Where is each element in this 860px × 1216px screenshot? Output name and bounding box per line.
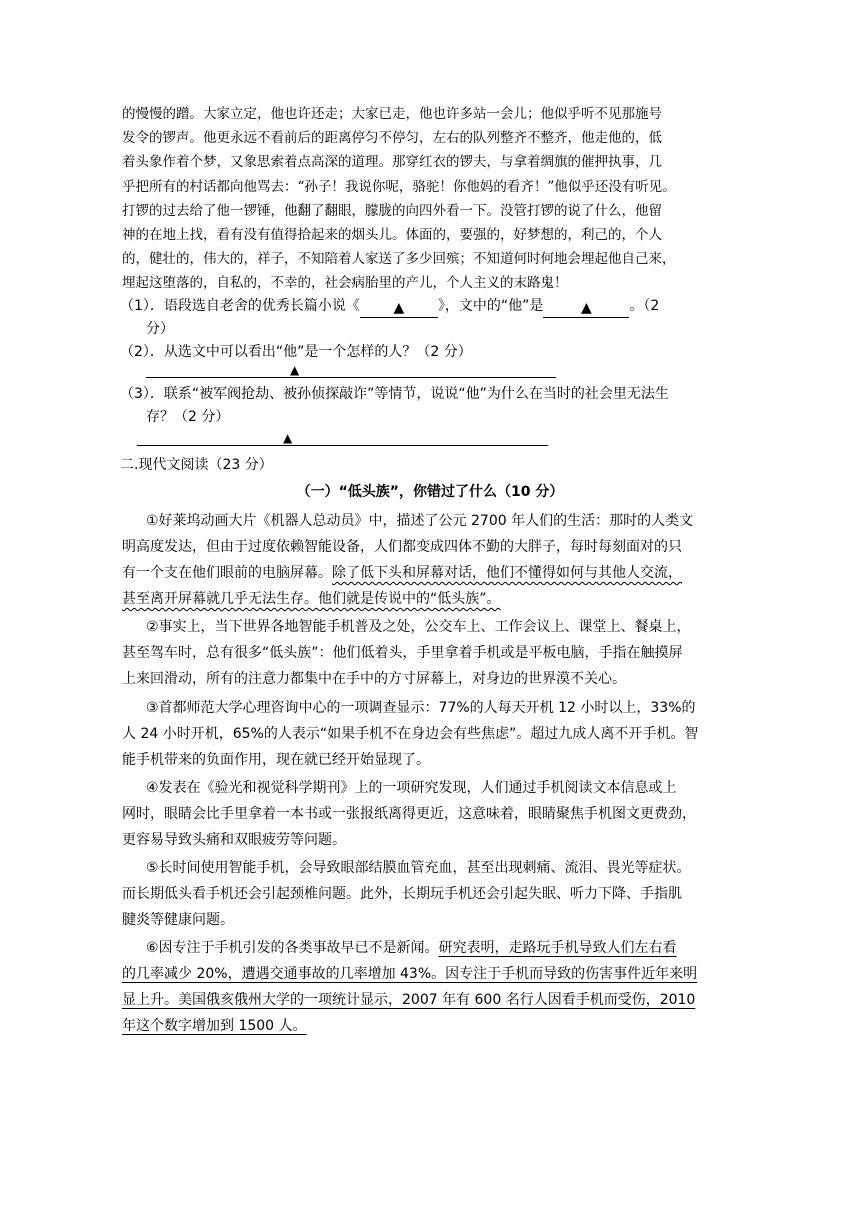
paragraph-line: 而长期低头看手机还会引起颈椎问题。此外，长期玩手机还会引起失眠、听力下降、手指肌 [122,886,682,902]
answer-marker: ▲ [581,300,592,316]
paragraph-line [122,1013,732,1039]
answer-marker: ▲ [283,431,293,445]
excerpt-line: 着头象作着个梦，又象思索着点高深的道理。那穿红衣的锣夫，与拿着绸旗的催押执事，几 [122,154,662,171]
excerpt-line: 发令的锣声。他更永远不看前后的距离停匀不停匀，左右的队列整齐不整齐，他走他的，低 [122,130,662,147]
paragraph-line [122,560,732,586]
paragraph-line [122,987,732,1013]
excerpt-line: 打锣的过去给了他一锣锤，他翻了翻眼，朦胧的向四外看一下。没管打锣的说了什么，他留 [122,202,662,219]
plain-text: 有一个支在他们眼前的电脑屏幕。 [122,565,332,581]
paragraph-line: ③首都师范大学心理咨询中心的一项调查显示：77%的人每天开机 12 小时以上，33%的 [146,700,696,716]
underlined-text: 研究表明，走路玩手机导致人们左右看 [438,940,677,956]
excerpt-line: 埋起这堕落的，自私的，不幸的，社会病胎里的产儿，个人主义的末路鬼！ [122,275,568,292]
q1-middle: 》，文中的“他”是 [437,298,544,314]
q1-answer-blank-title[interactable] [360,299,438,318]
article-title: （一）“低头族”，你错过了什么（10 分） [296,484,564,500]
paragraph-line: 能手机带来的负面作用，现在就已经开始显现了。 [122,752,430,768]
q2-answer-line[interactable] [146,377,556,378]
paragraph-6 [122,935,732,1039]
paragraph-line: ②事实上，当下世界各地智能手机普及之处，公交车上、工作会议上、课堂上、餐桌上， [146,619,691,635]
paragraph-line: 更容易导致头痛和双眼疲劳等问题。 [122,832,346,848]
q1-answer-blank-person[interactable] [543,299,629,318]
paragraph-line: ①好莱坞动画大片《机器人总动员》中，描述了公元 2700 年人们的生活：那时的人类文 [146,513,694,529]
paragraph-line: 明高度发达，但由于过度依赖智能设备，人们都变成四体不勤的大胖子，每时每刻面对的只 [122,539,682,555]
answer-marker: ▲ [393,300,405,316]
excerpt-line: 乎把所有的村话都向他骂去：“孙子！我说你呢，骆驼！你他妈的看齐！”他似乎还没有听见。 [122,178,676,195]
paragraph-line: 腱炎等健康问题。 [122,912,234,928]
novel-excerpt [122,102,732,296]
paragraph-4 [122,775,732,853]
question-1 [120,295,732,341]
paragraph-line [122,586,732,612]
underlined-text: 显上升。美国俄亥俄州大学的一项统计显示，2007 年有 600 名行人因看手机而受伤，2010 [122,992,696,1008]
paragraph-line: 网时，眼睛会比手里拿着一本书或一张报纸离得更近，这意味着，眼睛聚焦手机图文更费劲， [122,806,696,822]
excerpt-line: 的慢慢的蹭。大家立定，他也许还走；大家已走，他也许多站一会儿；他似乎听不见那施号 [122,106,662,122]
q1-prefix: （1）．语段选自老舍的优秀长篇小说《 [120,298,360,314]
q1-suffix: 。（2 [629,298,660,314]
wavy-underlined-text: 除了低下头和屏幕对话，他们不懂得如何与其他人交流， [332,565,682,581]
paragraph-line [122,935,732,961]
paragraph-5 [122,855,732,933]
paragraph-line: 甚至驾车时，总有很多“低头族”：他们低着头，手里拿着手机或是平板电脑，手指在触摸屏 [122,645,683,661]
question-3 [120,383,732,429]
wavy-underlined-text: 甚至离开屏幕就几乎无法生存。他们就是传说中的“低头族”。 [122,591,501,607]
underlined-text: 的几率减少 20%，遭遇交通事故的几率增加 43%。因专注于手机而导致的伤害事件近年来明 [122,966,698,982]
question-2 [120,341,732,364]
paragraph-line: ④发表在《验光和视觉科学期刊》上的一项研究发现，人们通过手机阅读文本信息或上 [146,780,677,796]
paragraph-2 [122,614,732,692]
excerpt-line: 神的在地上找，看有没有值得拾起来的烟头儿。体面的，要强的，好梦想的，利己的，个人 [122,226,662,243]
q2-text: （2）．从选文中可以看出“他”是一个怎样的人？（2 分） [120,344,472,360]
paragraph-line: 人 24 小时开机，65%的人表示“如果手机不在身边会有些焦虑”。超过九成人离不开手机。智 [122,726,699,742]
q1-continuation: 分） [146,321,174,337]
paragraph-3 [122,695,732,773]
q3-answer-line[interactable] [137,445,548,446]
q3-continuation: 存？（2 分） [146,409,230,425]
paragraph-1 [122,508,732,612]
q3-text: （3）．联系“被军阀抢劫、被孙侦探敲诈”等情节，说说“他”为什么在当时的社会里无法生 [120,386,669,402]
underlined-text: 年这个数字增加到 1500 人。 [122,1018,307,1034]
paragraph-line [122,961,732,987]
plain-text: ⑥因专注于手机引发的各类事故早已不是新闻。 [146,940,439,956]
section-heading: 二.现代文阅读（23 分） [120,457,273,473]
excerpt-line: 的，健壮的，伟大的，祥子，不知陪着人家送了多少回殡；不知道何时何地会埋起他自己来， [122,251,676,268]
paragraph-line: 上来回滑动，所有的注意力都集中在手中的方寸屏幕上，对身边的世界漠不关心。 [122,671,626,687]
answer-marker: ▲ [290,363,300,377]
paragraph-line: ⑤长时间使用智能手机，会导致眼部结膜血管充血，甚至出现刺痛、流泪、畏光等症状。 [146,860,691,876]
